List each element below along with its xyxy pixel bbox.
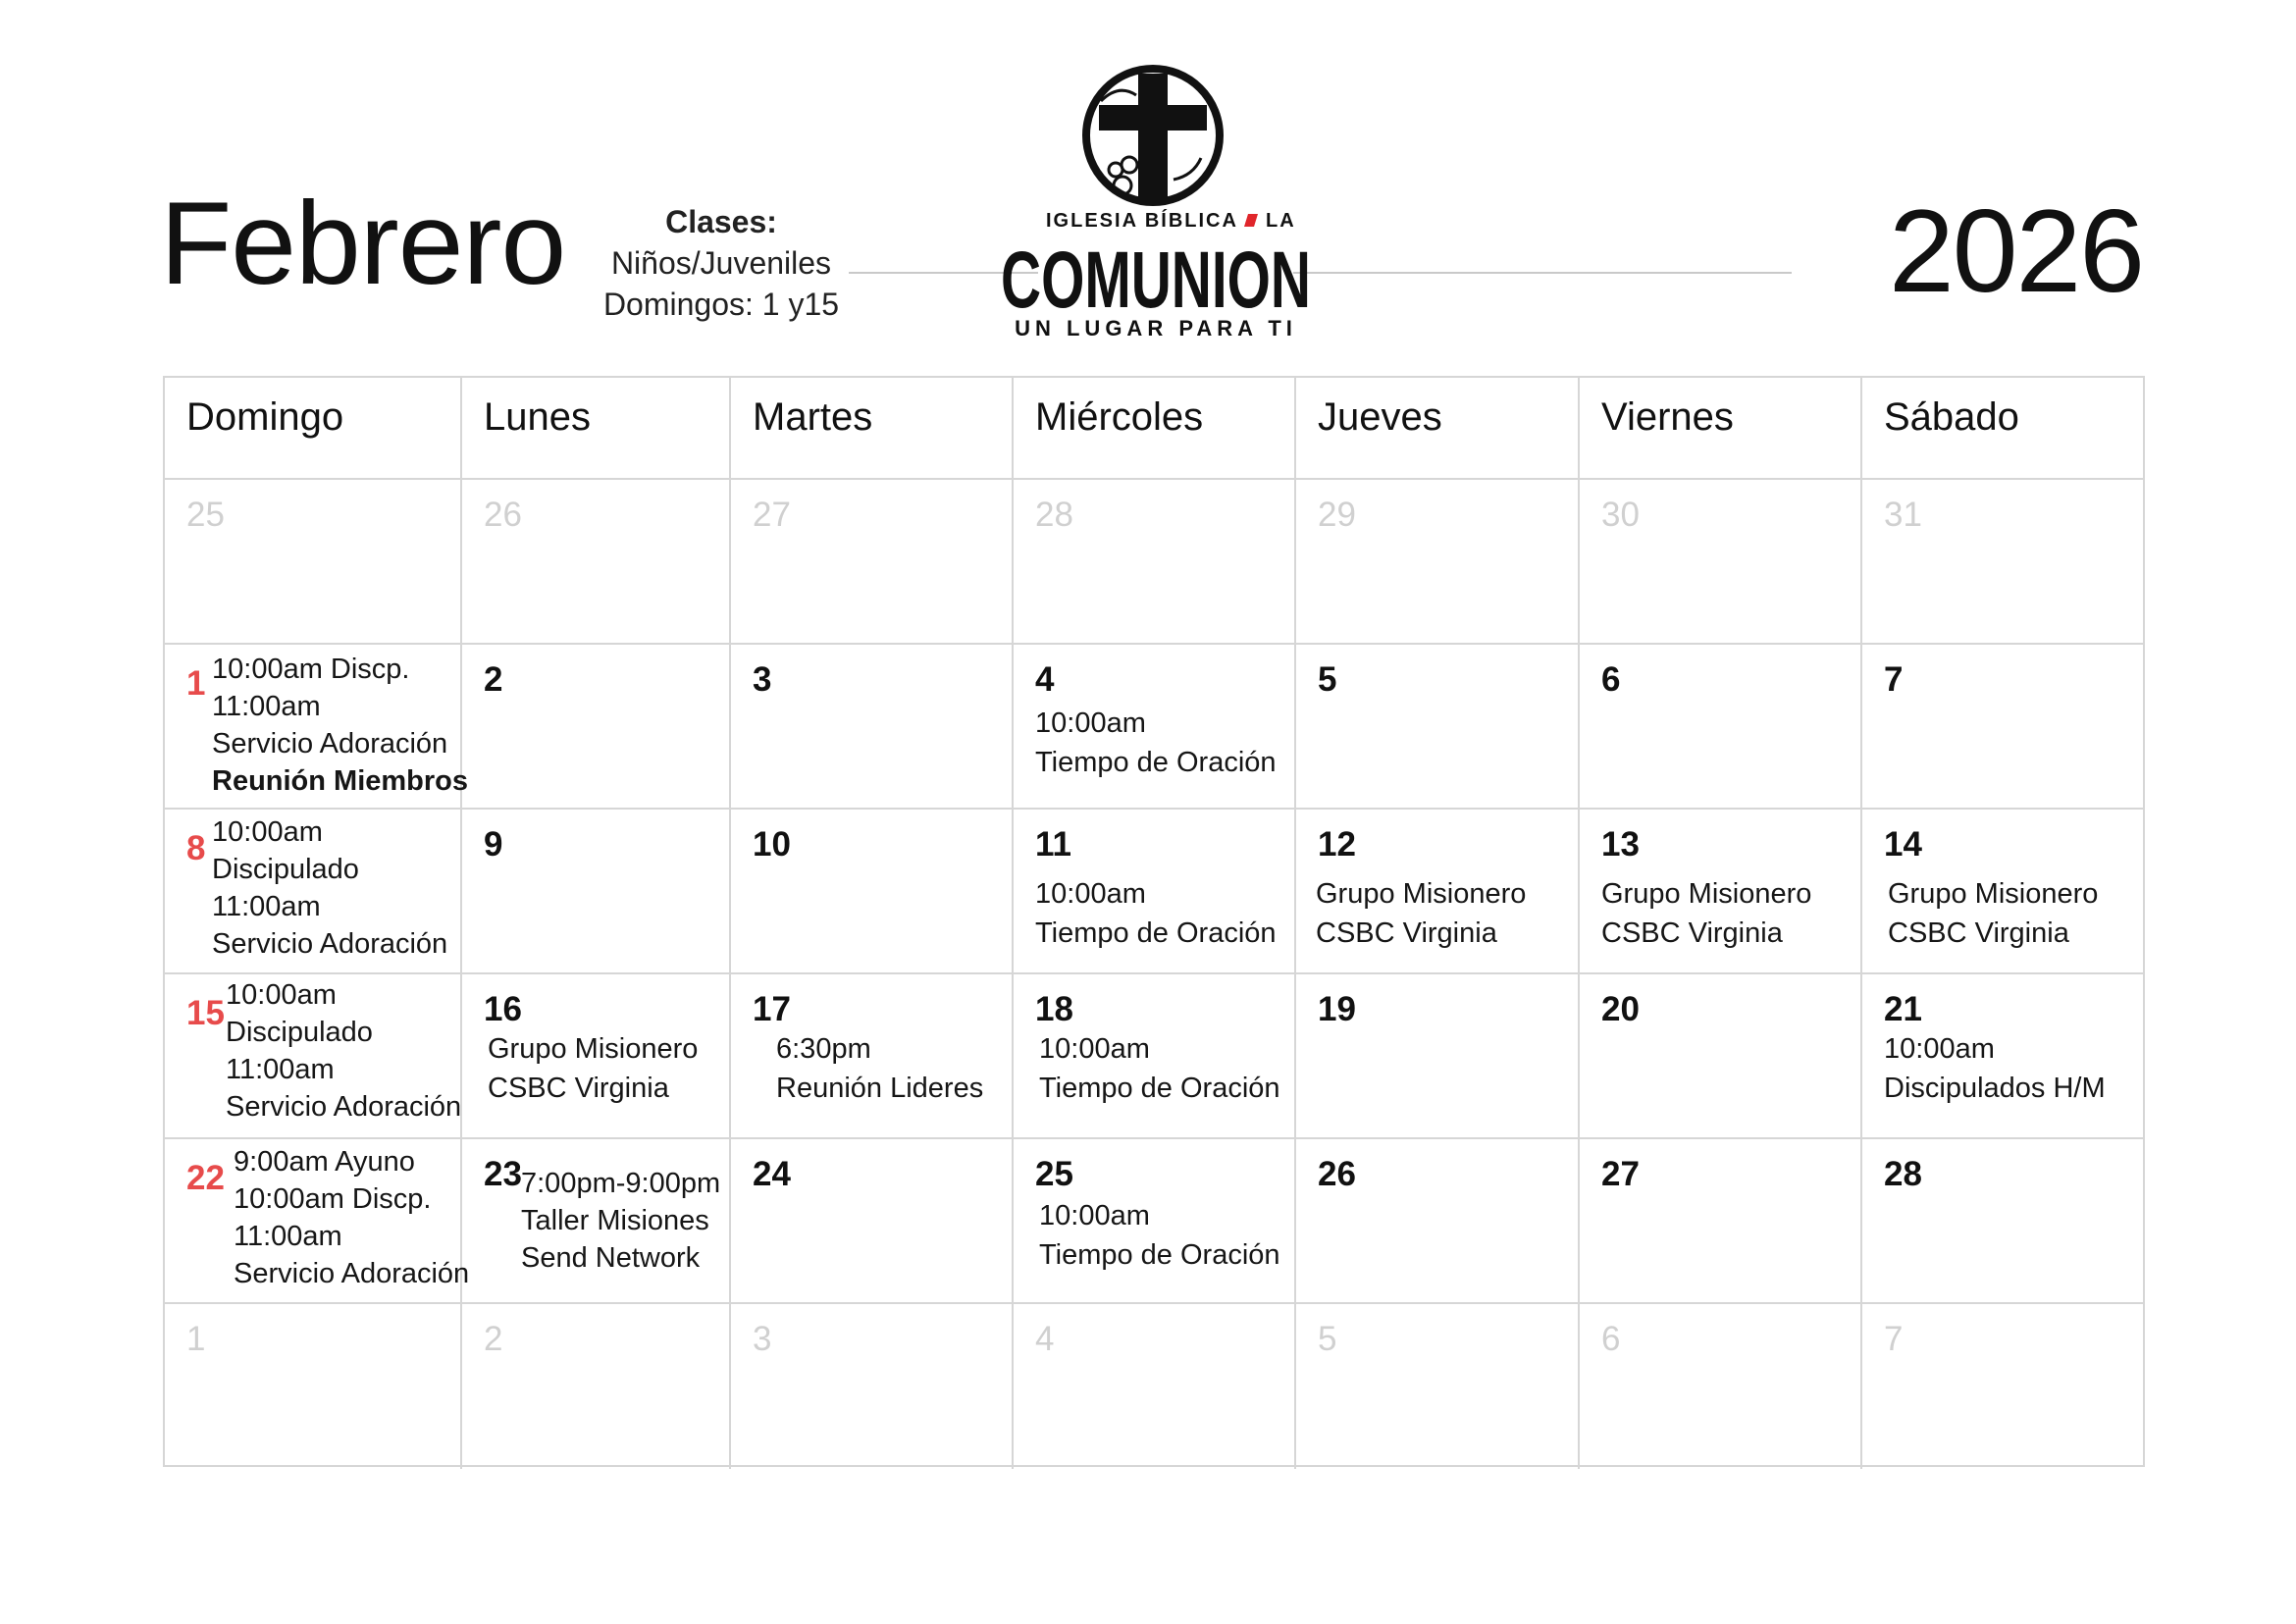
day-cell[interactable]	[1014, 810, 1296, 974]
day-cell[interactable]	[1862, 1139, 2145, 1304]
day-number: 28	[1884, 1155, 1922, 1193]
day-cell[interactable]	[731, 1304, 1014, 1469]
classes-title: Clases:	[665, 204, 777, 239]
event-line: 11:00am	[234, 1221, 342, 1252]
day-number: 9	[484, 825, 503, 864]
logo-accent-shape	[1244, 214, 1258, 227]
event-line: CSBC Virginia	[1601, 917, 1783, 949]
day-header-martes: Martes	[731, 378, 1014, 480]
day-cell[interactable]	[462, 645, 731, 810]
day-events	[776, 1029, 983, 1108]
day-cell[interactable]	[462, 480, 731, 645]
event-line: Tiempo de Oración	[1039, 1239, 1280, 1271]
event-line: 10:00am Discp.	[234, 1183, 432, 1215]
day-number: 28	[1035, 496, 1073, 534]
day-number: 27	[1601, 1155, 1640, 1193]
day-cell[interactable]	[1014, 480, 1296, 645]
day-number: 1	[186, 664, 206, 703]
calendar-grid	[163, 376, 2145, 1467]
day-cell[interactable]	[1296, 810, 1580, 974]
event-line: 10:00am	[1039, 1200, 1150, 1231]
day-events	[521, 1165, 720, 1277]
event-line: Taller Misiones	[521, 1205, 709, 1236]
year-title: 2026	[1889, 185, 2143, 317]
day-header-miercoles: Miércoles	[1014, 378, 1296, 480]
day-events	[1316, 874, 1526, 953]
day-cell[interactable]	[1862, 1304, 2145, 1469]
event-line: Reunión Lideres	[776, 1073, 984, 1104]
header-rule-right	[1293, 272, 1792, 274]
day-header-lunes: Lunes	[462, 378, 731, 480]
day-number: 3	[753, 660, 772, 699]
day-events	[1601, 874, 1811, 953]
day-number: 16	[484, 990, 522, 1028]
logo-la-text: LA	[1266, 210, 1296, 232]
day-cell[interactable]	[731, 974, 1014, 1139]
day-events	[1884, 1029, 2106, 1108]
day-number: 27	[753, 496, 791, 534]
day-number: 6	[1601, 1320, 1621, 1358]
month-title: Febrero	[160, 178, 566, 309]
day-events	[1035, 704, 1277, 782]
event-line: 10:00am	[1035, 878, 1146, 910]
event-line: 11:00am	[226, 1054, 335, 1085]
day-cell[interactable]	[1014, 974, 1296, 1139]
day-number: 4	[1035, 660, 1055, 699]
event-line: Reunión Miembros	[212, 765, 469, 797]
event-line: CSBC Virginia	[1316, 917, 1497, 949]
day-events	[234, 1143, 469, 1292]
event-line: 11:00am	[212, 691, 321, 722]
event-line: Tiempo de Oración	[1039, 1073, 1280, 1104]
day-cell[interactable]	[1296, 1139, 1580, 1304]
event-line: 11:00am	[212, 891, 321, 922]
day-cell[interactable]	[1296, 480, 1580, 645]
event-line: Discipulados H/M	[1884, 1073, 2106, 1104]
event-line: Servicio Adoración	[212, 928, 448, 960]
day-number: 23	[484, 1155, 522, 1193]
day-cell[interactable]	[165, 1139, 470, 1304]
day-number: 15	[186, 994, 225, 1032]
classes-line-1: Niños/Juveniles	[610, 245, 832, 281]
day-cell[interactable]	[1014, 645, 1296, 810]
day-number: 2	[484, 660, 503, 699]
day-events	[1039, 1196, 1280, 1275]
day-number: 24	[753, 1155, 791, 1193]
day-number: 5	[1318, 1320, 1337, 1358]
day-cell[interactable]	[462, 1139, 731, 1304]
day-number: 25	[186, 496, 225, 534]
day-number: 11	[1035, 825, 1071, 864]
day-cell[interactable]	[1580, 1139, 1862, 1304]
day-events	[212, 813, 447, 963]
classes-note	[589, 201, 854, 325]
day-number: 12	[1318, 825, 1356, 864]
logo-church-text: IGLESIA BÍBLICA	[1046, 210, 1238, 232]
day-cell[interactable]	[1580, 974, 1862, 1139]
day-cell[interactable]	[1580, 480, 1862, 645]
day-number: 6	[1601, 660, 1621, 699]
day-number: 18	[1035, 990, 1073, 1028]
day-cell[interactable]	[1862, 645, 2145, 810]
day-number: 2	[484, 1320, 503, 1358]
day-number: 4	[1035, 1320, 1055, 1358]
day-cell[interactable]	[1580, 810, 1862, 974]
day-cell[interactable]	[1014, 1304, 1296, 1469]
day-cell[interactable]	[1862, 974, 2145, 1139]
day-cell[interactable]	[1862, 810, 2145, 974]
event-line: Servicio Adoración	[234, 1258, 470, 1289]
day-number: 30	[1601, 496, 1640, 534]
day-number: 17	[753, 990, 791, 1028]
day-cell[interactable]	[1580, 1304, 1862, 1469]
event-line: Servicio Adoración	[212, 728, 448, 760]
day-number: 26	[484, 496, 522, 534]
event-line: Grupo Misionero	[488, 1033, 699, 1065]
day-cell[interactable]	[731, 810, 1014, 974]
day-cell[interactable]	[1296, 645, 1580, 810]
day-cell[interactable]	[731, 645, 1014, 810]
event-line: Send Network	[521, 1242, 701, 1274]
event-line: Servicio Adoración	[226, 1091, 462, 1123]
day-cell[interactable]	[165, 810, 462, 974]
day-cell[interactable]	[165, 645, 469, 810]
day-cell[interactable]	[165, 974, 462, 1139]
logo-wordmark: COMUNION	[1001, 236, 1311, 325]
event-line: Grupo Misionero	[1601, 878, 1812, 910]
day-cell[interactable]	[731, 480, 1014, 645]
day-number: 21	[1884, 990, 1922, 1028]
day-number: 7	[1884, 1320, 1904, 1358]
day-number: 5	[1318, 660, 1337, 699]
day-number: 20	[1601, 990, 1640, 1028]
day-cell[interactable]	[1014, 1139, 1296, 1304]
day-number: 25	[1035, 1155, 1073, 1193]
day-cell[interactable]	[1296, 974, 1580, 1139]
day-cell[interactable]	[165, 480, 462, 645]
event-line: CSBC Virginia	[488, 1073, 669, 1104]
day-cell[interactable]	[165, 1304, 462, 1469]
classes-line-2: Domingos: 1 y15	[602, 287, 840, 322]
day-header-viernes: Viernes	[1580, 378, 1862, 480]
day-number: 26	[1318, 1155, 1356, 1193]
event-line: 10:00am	[1039, 1033, 1150, 1065]
event-line: Discipulado	[226, 1017, 373, 1048]
day-events	[488, 1029, 698, 1108]
day-number: 8	[186, 829, 206, 867]
day-number: 29	[1318, 496, 1356, 534]
day-number: 22	[186, 1159, 225, 1197]
day-cell[interactable]	[731, 1139, 1014, 1304]
church-logo	[1001, 62, 1315, 342]
event-line: 7:00pm-9:00pm	[521, 1168, 721, 1199]
event-line: Discipulado	[212, 854, 359, 885]
day-number: 3	[753, 1320, 772, 1358]
day-number: 19	[1318, 990, 1356, 1028]
day-cell[interactable]	[462, 810, 731, 974]
event-line: 10:00am Discp.	[212, 654, 410, 685]
event-line: 6:30pm	[776, 1033, 871, 1065]
event-line: CSBC Virginia	[1888, 917, 2069, 949]
event-line: Tiempo de Oración	[1035, 917, 1277, 949]
day-events	[226, 976, 461, 1126]
day-number: 10	[753, 825, 791, 864]
day-number: 7	[1884, 660, 1904, 699]
event-line: Grupo Misionero	[1888, 878, 2099, 910]
day-events	[212, 651, 468, 800]
day-cell[interactable]	[462, 1304, 731, 1469]
day-events	[1039, 1029, 1280, 1108]
day-events	[1888, 874, 2098, 953]
day-number: 13	[1601, 825, 1640, 864]
event-line: 10:00am	[1035, 707, 1146, 739]
day-cell[interactable]	[462, 974, 731, 1139]
event-line: 10:00am	[212, 816, 323, 848]
day-number: 1	[186, 1320, 206, 1358]
day-header-sabado: Sábado	[1862, 378, 2145, 480]
day-cell[interactable]	[1580, 645, 1862, 810]
day-events	[1035, 874, 1277, 953]
event-line: 10:00am	[226, 979, 337, 1011]
event-line: Grupo Misionero	[1316, 878, 1527, 910]
event-line: 9:00am Ayuno	[234, 1146, 415, 1178]
event-line: 10:00am	[1884, 1033, 1995, 1065]
event-line: Tiempo de Oración	[1035, 747, 1277, 778]
day-number: 14	[1884, 825, 1922, 864]
day-number: 31	[1884, 496, 1922, 534]
day-cell[interactable]	[1296, 1304, 1580, 1469]
day-header-jueves: Jueves	[1296, 378, 1580, 480]
day-cell[interactable]	[1862, 480, 2145, 645]
day-header-domingo: Domingo	[165, 378, 462, 480]
logo-tagline: UN LUGAR PARA TI	[1015, 316, 1297, 341]
